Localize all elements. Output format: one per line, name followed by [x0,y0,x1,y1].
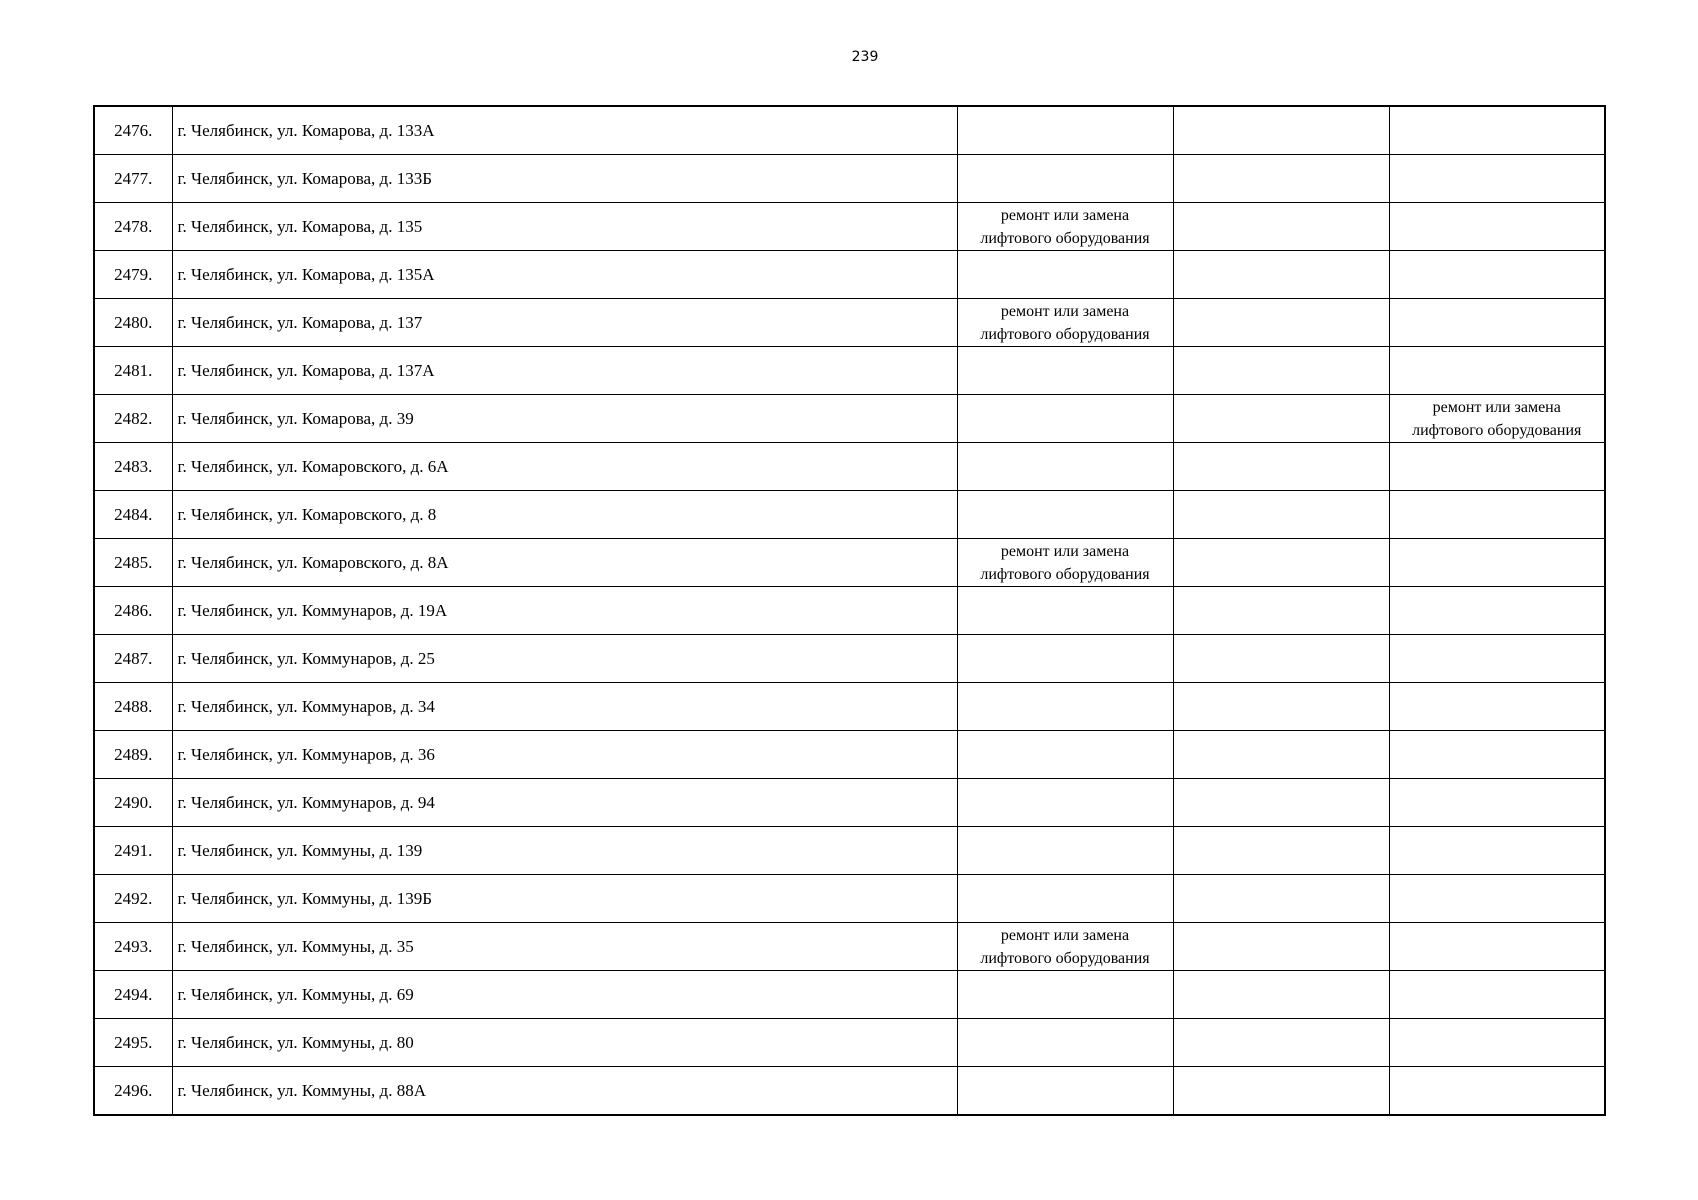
table-row [94,923,1605,971]
row-number: 2496. [94,1067,172,1116]
work-type-cell [1389,203,1605,251]
row-number: 2489. [94,731,172,779]
work-type-cell [1173,971,1389,1019]
work-type-cell [1173,106,1389,155]
address-cell: г. Челябинск, ул. Коммуны, д. 88А [172,1067,957,1116]
work-type-cell [1389,491,1605,539]
work-type-cell [1389,587,1605,635]
address-cell: г. Челябинск, ул. Комарова, д. 133Б [172,155,957,203]
row-number: 2480. [94,299,172,347]
work-type-cell [1173,539,1389,587]
table-row [94,1019,1605,1067]
work-type-cell [1389,347,1605,395]
table-row [94,491,1605,539]
work-type-cell [1389,299,1605,347]
page-number: 239 [851,49,879,65]
work-type-line: ремонт или замена [1000,926,1130,944]
address-cell: г. Челябинск, ул. Коммуны, д. 35 [172,923,957,971]
address-cell: г. Челябинск, ул. Коммунаров, д. 25 [172,635,957,683]
work-type-cell [1389,443,1605,491]
row-number: 2494. [94,971,172,1019]
address-cell: г. Челябинск, ул. Коммуны, д. 80 [172,1019,957,1067]
row-number: 2479. [94,251,172,299]
work-type-cell [957,1019,1173,1067]
address-cell: г. Челябинск, ул. Комарова, д. 39 [172,395,957,443]
work-type-cell [1173,779,1389,827]
row-number: 2488. [94,683,172,731]
work-type-cell [1173,491,1389,539]
work-type-line: лифтового оборудования [1412,421,1582,439]
work-type-cell [1389,539,1605,587]
table-row [94,106,1605,155]
table-row [94,779,1605,827]
work-type-cell [957,347,1173,395]
table-row [94,443,1605,491]
work-type-cell [957,491,1173,539]
table-row [94,971,1605,1019]
address-cell: г. Челябинск, ул. Коммунаров, д. 36 [172,731,957,779]
work-type-cell [1173,1067,1389,1116]
work-type-cell [1389,1067,1605,1116]
address-cell: г. Челябинск, ул. Коммуны, д. 69 [172,971,957,1019]
row-number: 2477. [94,155,172,203]
row-number: 2491. [94,827,172,875]
work-type-cell [1173,395,1389,443]
work-type-line: лифтового оборудования [980,229,1150,247]
work-type-cell [957,443,1173,491]
work-type-cell [957,923,1173,971]
address-cell: г. Челябинск, ул. Коммунаров, д. 94 [172,779,957,827]
row-number: 2482. [94,395,172,443]
address-cell: г. Челябинск, ул. Комаровского, д. 8 [172,491,957,539]
work-type-cell [1173,923,1389,971]
work-type-cell [957,395,1173,443]
table-row [94,875,1605,923]
work-type-cell [1173,299,1389,347]
work-type-cell [1389,683,1605,731]
address-registry-table [93,105,1606,1116]
address-cell: г. Челябинск, ул. Комарова, д. 135 [172,203,957,251]
table-row [94,827,1605,875]
row-number: 2485. [94,539,172,587]
work-type-cell [957,155,1173,203]
work-type-cell [957,827,1173,875]
work-type-cell [957,251,1173,299]
work-type-cell [1389,971,1605,1019]
table-row [94,635,1605,683]
table-body [94,106,1605,1115]
work-type-cell [957,779,1173,827]
address-cell: г. Челябинск, ул. Комарова, д. 137А [172,347,957,395]
row-number: 2484. [94,491,172,539]
table-row [94,251,1605,299]
row-number: 2483. [94,443,172,491]
row-number: 2478. [94,203,172,251]
work-type-cell [1173,155,1389,203]
work-type-cell [1389,395,1605,443]
table-row [94,203,1605,251]
table-row [94,731,1605,779]
address-cell: г. Челябинск, ул. Коммунаров, д. 34 [172,683,957,731]
table-row [94,587,1605,635]
work-type-cell [1173,251,1389,299]
work-type-cell [1173,635,1389,683]
table-row [94,683,1605,731]
table-row [94,347,1605,395]
work-type-cell [1173,203,1389,251]
work-type-cell [1389,1019,1605,1067]
row-number: 2476. [94,106,172,155]
table-row [94,299,1605,347]
work-type-cell [1389,635,1605,683]
work-type-cell [1389,731,1605,779]
address-cell: г. Челябинск, ул. Комаровского, д. 8А [172,539,957,587]
address-cell: г. Челябинск, ул. Коммунаров, д. 19А [172,587,957,635]
work-type-cell [957,971,1173,1019]
work-type-line: лифтового оборудования [980,325,1150,343]
work-type-cell [1173,731,1389,779]
address-cell: г. Челябинск, ул. Комарова, д. 133А [172,106,957,155]
row-number: 2487. [94,635,172,683]
work-type-cell [957,683,1173,731]
work-type-cell [1389,827,1605,875]
work-type-line: ремонт или замена [1000,542,1130,560]
work-type-line: ремонт или замена [1000,302,1130,320]
row-number: 2493. [94,923,172,971]
work-type-cell [1173,683,1389,731]
work-type-cell [1389,251,1605,299]
work-type-cell [1173,443,1389,491]
work-type-cell [957,299,1173,347]
work-type-cell [1389,923,1605,971]
work-type-cell [957,203,1173,251]
work-type-line: лифтового оборудования [980,565,1150,583]
table-row [94,1067,1605,1116]
work-type-cell [1173,1019,1389,1067]
row-number: 2492. [94,875,172,923]
work-type-cell [957,587,1173,635]
table-row [94,155,1605,203]
table-row [94,395,1605,443]
work-type-cell [957,539,1173,587]
work-type-cell [957,731,1173,779]
row-number: 2486. [94,587,172,635]
work-type-cell [1389,155,1605,203]
address-cell: г. Челябинск, ул. Комарова, д. 137 [172,299,957,347]
work-type-cell [957,106,1173,155]
work-type-cell [1389,106,1605,155]
work-type-line: ремонт или замена [1432,398,1561,416]
work-type-line: ремонт или замена [1000,206,1130,224]
address-cell: г. Челябинск, ул. Коммуны, д. 139Б [172,875,957,923]
address-cell: г. Челябинск, ул. Комарова, д. 135А [172,251,957,299]
address-cell: г. Челябинск, ул. Комаровского, д. 6А [172,443,957,491]
row-number: 2490. [94,779,172,827]
work-type-cell [1389,875,1605,923]
table-row [94,539,1605,587]
work-type-cell [957,875,1173,923]
work-type-cell [957,635,1173,683]
work-type-cell [1173,827,1389,875]
work-type-cell [1173,875,1389,923]
work-type-cell [957,1067,1173,1116]
work-type-cell [1389,779,1605,827]
row-number: 2481. [94,347,172,395]
work-type-cell [1173,587,1389,635]
work-type-cell [1173,347,1389,395]
address-cell: г. Челябинск, ул. Коммуны, д. 139 [172,827,957,875]
work-type-line: лифтового оборудования [980,949,1150,967]
row-number: 2495. [94,1019,172,1067]
